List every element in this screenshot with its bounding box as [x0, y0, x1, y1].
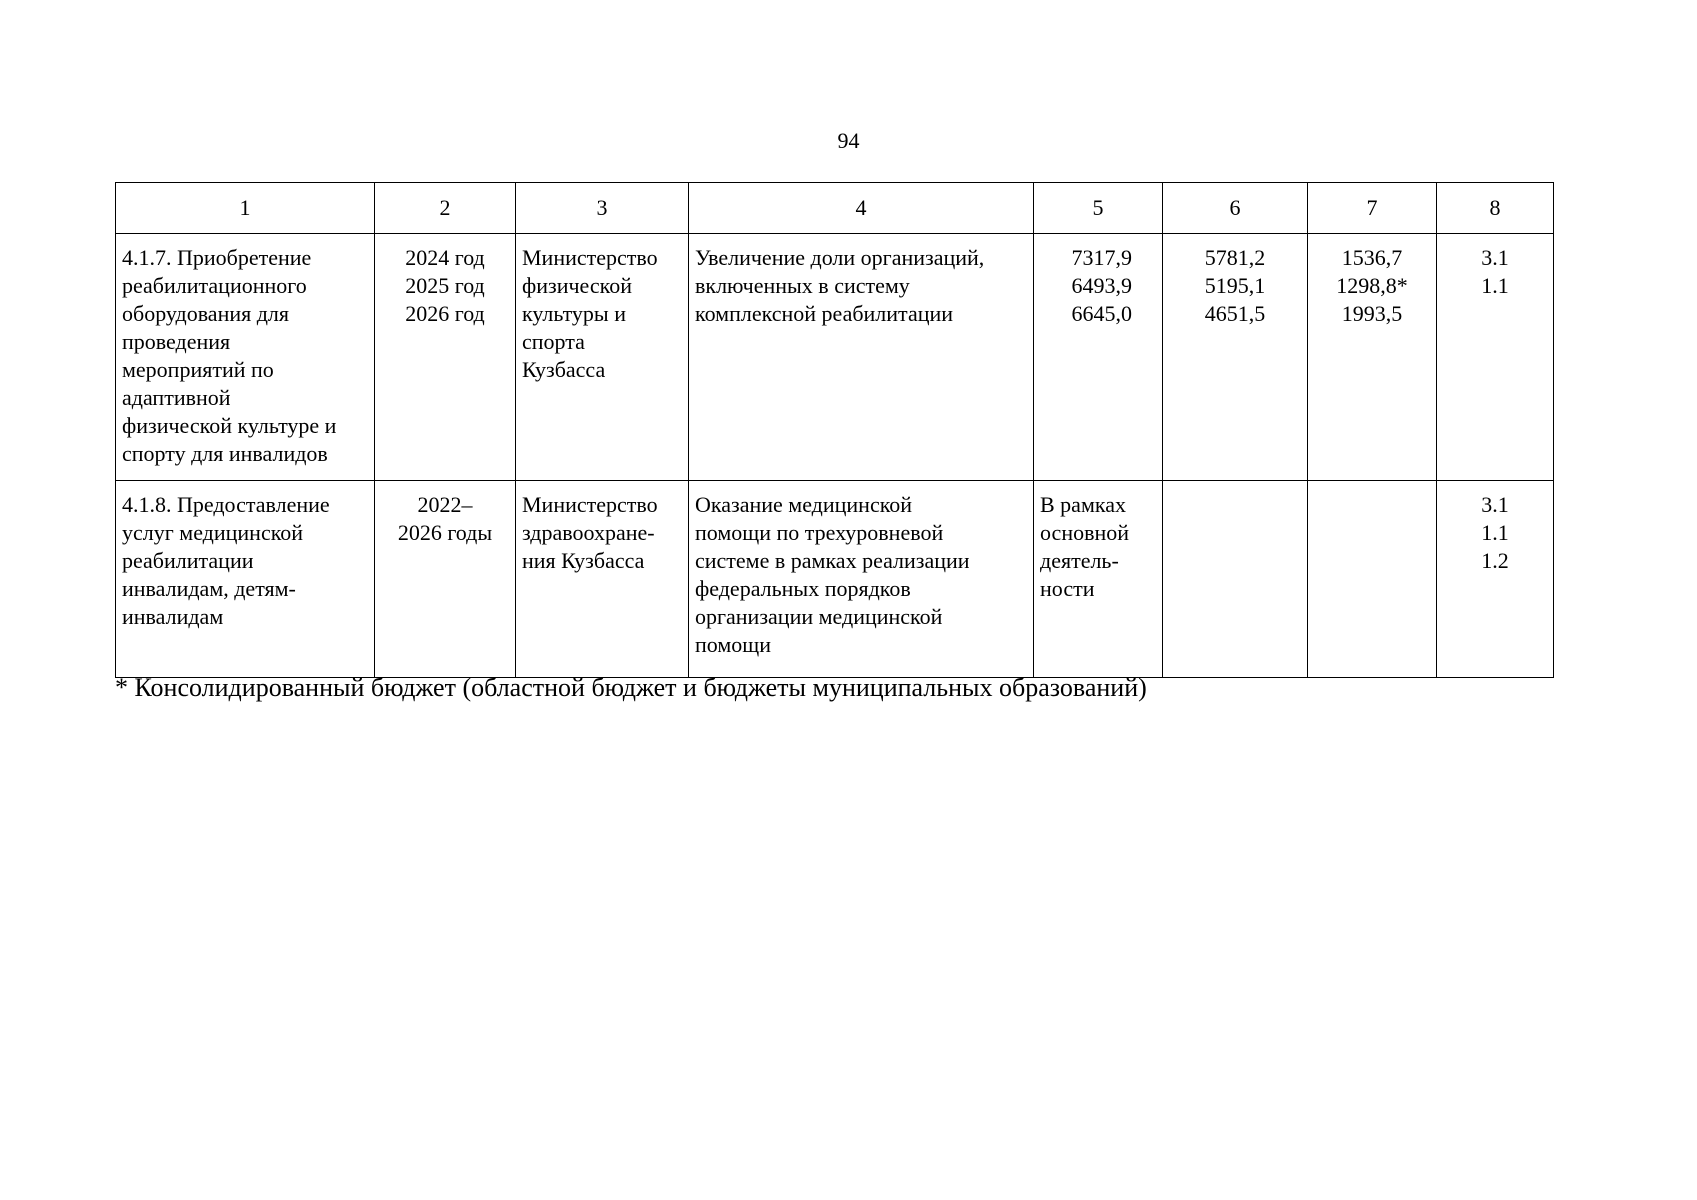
header-col-3: 3	[516, 183, 689, 234]
footnote: * Консолидированный бюджет (областной бюджет и бюджеты муниципальных образований)	[115, 673, 1147, 702]
header-col-7: 7	[1308, 183, 1437, 234]
table-header-row	[116, 183, 1554, 234]
amount-col6-cell	[1163, 481, 1308, 678]
amount-col6-cell: 5781,2 5195,1 4651,5	[1163, 234, 1308, 481]
header-col-5: 5	[1034, 183, 1163, 234]
measures-table	[115, 182, 1554, 678]
table-row	[116, 481, 1554, 678]
header-col-6: 6	[1163, 183, 1308, 234]
amount-col7-cell: 1536,7 1298,8* 1993,5	[1308, 234, 1437, 481]
header-col-8: 8	[1437, 183, 1554, 234]
executor-cell: Министерство физической культуры и спорта Кузбасса	[516, 234, 689, 481]
period-cell: 2024 год 2025 год 2026 год	[375, 234, 516, 481]
header-col-4: 4	[689, 183, 1034, 234]
period-cell: 2022– 2026 годы	[375, 481, 516, 678]
amount-col7-cell	[1308, 481, 1437, 678]
result-cell: Увеличение доли организаций, включенных в систему комплексной реабилитации	[689, 234, 1034, 481]
indicator-cell: 3.1 1.1 1.2	[1437, 481, 1554, 678]
result-cell: Оказание медицинской помощи по трехуровневой системе в рамках реализации федеральных порядков организации медицинской помощи	[689, 481, 1034, 678]
measure-name-cell: 4.1.8. Предоставление услуг медицинской реабилитации инвалидам, детям- инвалидам	[116, 481, 375, 678]
total-amount-cell: В рамках основной деятель- ности	[1034, 481, 1163, 678]
header-col-2: 2	[375, 183, 516, 234]
page-number: 94	[837, 128, 860, 153]
executor-cell: Министерство здравоохране- ния Кузбасса	[516, 481, 689, 678]
total-amount-cell: 7317,9 6493,9 6645,0	[1034, 234, 1163, 481]
header-col-1: 1	[116, 183, 375, 234]
table-row	[116, 234, 1554, 481]
measure-name-cell: 4.1.7. Приобретение реабилитационного оборудования для проведения мероприятий по адаптивной физической культуре и спорту для инвалидов	[116, 234, 375, 481]
indicator-cell: 3.1 1.1	[1437, 234, 1554, 481]
